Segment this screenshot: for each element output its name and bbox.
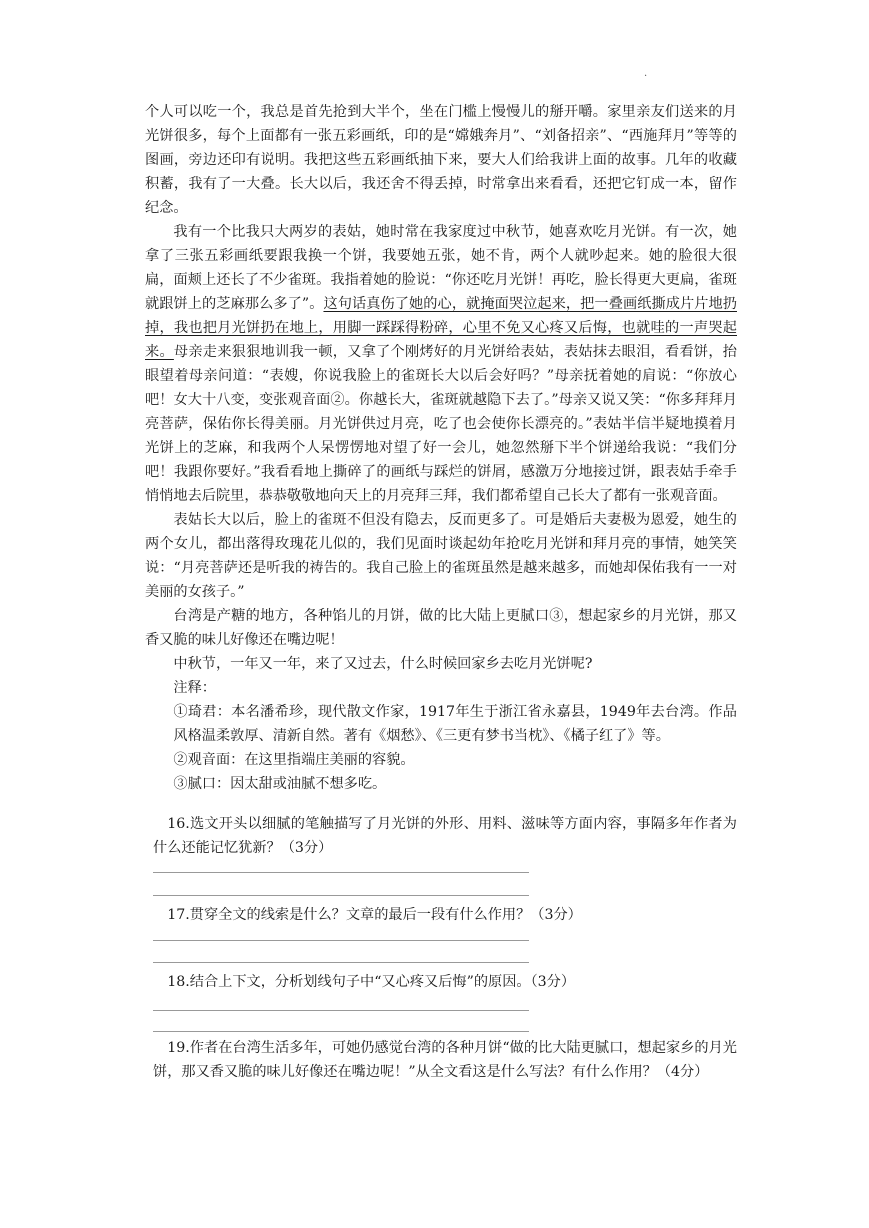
question-19-text: 19.作者在台湾生活多年，可她仍感觉台湾的各种月饼“做的比大陆更腻口，想起家乡的月光饼，那又香又脆的味儿好像还在嘴边呢！”从全文看这是什么写法？有什么作用？（4分） — [153, 1040, 737, 1080]
passage — [145, 100, 737, 796]
answer-line[interactable] — [153, 1010, 529, 1011]
notes-heading: 注释： — [173, 680, 216, 696]
paragraph-2-text-a: 我有一个比我只大两岁的表姑，她时常在我家度过中秋节，她喜欢吃月光饼。有一次，她拿了三张五彩画纸要跟我换一个饼，我要她五张，她不肯，两个人就吵起来。她的脸很大很扁，面颊上还长了不少雀斑。我指着她的脸说：“你还吃月光饼！再吃，脸长得更大更扁，雀斑就跟饼上的芝麻那么多了”。 — [145, 224, 737, 312]
paragraph-1: 个人可以吃一个，我总是首先抢到大半个，坐在门槛上慢慢儿的掰开嚼。家里亲友们送来的月光饼很多，每个上面都有一张五彩画纸，印的是“嫦娥奔月”、“刘备招亲”、“西施拜月”等等的图画，旁边还印有说明。我把这些五彩画纸抽下来，要大人们给我讲上面的故事。几年的收藏积蓄，我有了一大叠。长大以后，我还舍不得丢掉，时常拿出来看看，还把它钉成一本，留作纪念。 — [145, 104, 737, 216]
answer-line[interactable] — [153, 962, 529, 963]
header-mark: . — [644, 68, 648, 79]
note-2: ②观音面：在这里指端庄美丽的容貌。 — [173, 752, 415, 768]
paragraph-3: 表姑长大以后，脸上的雀斑不但没有隐去，反而更多了。可是婚后夫妻极为恩爱，她生的两个女儿，都出落得玫瑰花儿似的，我们见面时谈起幼年抢吃月光饼和拜月亮的事情，她笑笑说：“月亮菩萨还是听我的祷告的。我自己脸上的雀斑虽然是越来越多，而她却保佑我有一一对美丽的女孩子。” — [145, 512, 737, 600]
paragraph-2-text-b: 母亲走来狠狠地训我一顿，又拿了个刚烤好的月光饼给表姑，表姑抹去眼泪，看看饼，抬眼望着母亲问道：“表嫂，你说我脸上的雀斑长大以后会好吗？”母亲抚着她的肩说：“你放心吧！女大十八变，变张观音面②。你越长大，雀斑就越隐下去了。”母亲又说又笑：“你多拜拜月亮菩萨，保佑你长得美丽。月光饼供过月亮，吃了也会使你长漂亮的。”表姑半信半疑地摸着月光饼上的芝麻，和我两个人呆愣愣地对望了好一会儿，她忽然掰下半个饼递给我说：“我们分吧！我跟你要好。”我看看地上撕碎了的画纸与踩烂的饼屑，感激万分地接过饼，跟表姑手牵手悄悄地去后院里，恭恭敬敬地向天上的月亮拜三拜，我们都希望自己长大了都有一张观音面。 — [145, 344, 737, 504]
question-16 — [153, 812, 737, 860]
answer-line[interactable] — [153, 1031, 529, 1032]
note-3: ③腻口：因太甜或油腻不想多吃。 — [173, 776, 387, 792]
answer-line[interactable] — [153, 895, 529, 896]
paragraph-4: 台湾是产糖的地方，各种馅儿的月饼，做的比大陆上更腻口③，想起家乡的月光饼，那又香又脆的味儿好像还在嘴边呢！ — [145, 608, 737, 648]
paragraph-5: 中秋节，一年又一年，来了又过去，什么时候回家乡去吃月光饼呢? — [173, 656, 593, 672]
answer-line[interactable] — [153, 872, 529, 873]
paragraph-2 — [145, 220, 737, 508]
question-18-text: 18.结合上下文，分析划线句子中“又心疼又后悔”的原因。（3分） — [167, 974, 576, 990]
question-18 — [153, 970, 737, 994]
notes — [145, 676, 737, 796]
question-19 — [153, 1036, 737, 1084]
question-16-text: 16.选文开头以细腻的笔触描写了月光饼的外形、用料、滋味等方面内容，事隔多年作者为什么还能记忆犹新？（3分） — [153, 816, 737, 856]
answer-line[interactable] — [153, 940, 529, 941]
question-17-text: 17.贯穿全文的线索是什么？文章的最后一段有什么作用？（3分） — [167, 907, 582, 923]
underlined-sentence: 这句话真伤了她的心，就掩面哭泣起来，把一叠画纸撕成片片地扔掉，我也把月光饼扔在地上，用脚一踩踩得粉碎，心里不免又心疼又后悔，也就哇的一声哭起来。 — [145, 296, 737, 360]
question-17 — [153, 903, 737, 927]
note-1: ①琦君：本名潘希珍，现代散文作家，1917年生于浙江省永嘉县，1949年去台湾。作品风格温柔敦厚、清新自然。著有《烟愁》、《三更有梦书当枕》、《橘子红了》等。 — [173, 704, 737, 744]
